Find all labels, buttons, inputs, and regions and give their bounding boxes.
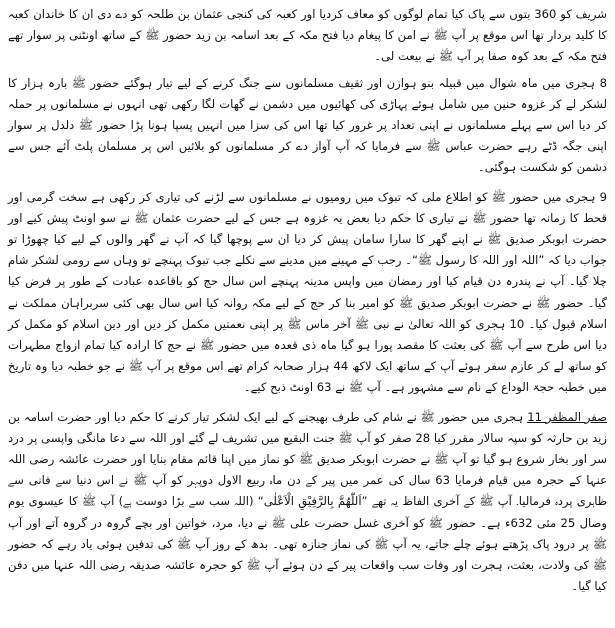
paragraph-ghazwa-hunain: 8 ہجری میں ماہ شوال میں قبیلہ بنو ہوازن اور ثقیف مسلمانوں سے جنگ کرنے کے لیے تیار ہوگئے حضور ﷺ بارہ ہزار کا لشکر لے کر غزوہ حنین میں شامل ہوئے پہاڑی کی کھائیوں میں دشمن نے گھات لگا رکھی تھی انہوں نے مسلمانوں پر حملہ کر دیا اس سے پہلے مسلمانوں نے اپنی تعداد پر غرور کیا تھا اس کی سزا میں انہیں پسپا ہونا پڑا حضور ﷺ دلدل پر سوار اپنی جگہ ڈٹے رہے حضرت عباس ﷺ سے فرمایا کہ آپ آواز دے کر مسلمانوں کو بلائیں اس پر مسلمان پلٹ آئے جس سے دشمن کو شکست ہوگئی۔ (8, 75, 607, 175)
paragraph-fath-makkah: شریف کو 360 بتوں سے پاک کیا تمام لوگوں کو معاف کردیا اور کعبہ کی کنجی عثمان بن طلحہ کو دے دی ان کا خاندان کعبہ کا کلید بردار تھا اس موقع پر آپ ﷺ نے امن کا پیغام دیا فتح مکہ کے بعد اسامہ بن زید حضور ﷺ کے ساتھ اونٹنی پر سوار تھے فتح مکہ کے بعد کوہ صفا پر آپ ﷺ نے بیعت لی۔ (8, 7, 607, 64)
paragraph-ghazwa-tabuk: 9 ہجری میں حضور ﷺ کو اطلاع ملی کہ تبوک میں رومیوں نے مسلمانوں سے لڑنے کی تیاری کر رکھی ہے سخت گرمی اور قحط کا زمانہ تھا حضور ﷺ نے تیاری کا حکم دیا بعض یہ غزوہ ہے جس کے لیے حضرت عثمان ﷺ نے سو اونٹ پیش کیے اور حضرت ابوبکر صدیق ﷺ نے اپنے گھر کا سارا سامان پیش کر دیا ان سے پوچھا گیا کہ آپ نے گھر والوں کے لیے کیا چھوڑا تو جواب دیا کہ ”اللہ اور اللہ کا رسول ﷺ“۔ رجب کے مہینے میں مدینے سے نکلے جب تبوک پہنچے تو وہاں سے رومی لشکر شام چلا گیا۔ آپ نے پندرہ دن قیام کیا اور رمضان میں واپس مدینہ پہنچے اس سال حج کو باقاعدہ عبادت کے طور پر فرض کیا گیا۔ حضور ﷺ نے حضرت ابوبکر صدیق ﷺ کو امیر بنا کر حج کے لیے مکہ روانہ کیا اس سال بھی کئی سربراہان مملکت نے اسلام قبول کیا۔ 10 ہجری کو اللہ تعالیٰ نے نبی ﷺ آخر ماس ﷺ پر اپنی نعمتیں مکمل کر دیں اور دین اسلام کو مکمل کر دیا اس طرح سے آپ ﷺ کی بعثت کا مقصد پورا ہو گیا ماہ ذی قعدہ میں حضور ﷺ نے حج کا ارادہ کیا تمام ازواج مطہرات کو ساتھ لے کر عازم سفر ہوئے آپ کے ساتھ ایک لاکھ 44 ہزار صحابہ کرام تھے اس موقع پر آپ ﷺ نے جو خطبہ دیا وہ تاریخ میں خطبہ حجۃ الوداع کے نام سے مشہور ہے۔ آپ ﷺ نے 63 اونٹ ذبح کیے۔ (8, 189, 607, 395)
paragraph-wisal (8, 407, 607, 598)
paragraph-wisal-text: ہجری میں حضور ﷺ نے شام کی طرف بھیجنے کے لیے ایک لشکر تیار کرنے کا حکم دیا اور حضرت اسامہ بن زید بن حارثہ کو سپہ سالار مقرر کیا 28 صفر کو آپ ﷺ جنت البقیع میں تشریف لے گئے اور اللہ سے دعا مانگی واپسی پر درد سر اور بخار شروع ہو گیا تو آپ ﷺ نے حضرت ابوبکر صدیق ﷺ کو نماز میں اپنا قائم مقام بنایا اور حضرت عائشہ رضی اللہ عنہا کے حجرہ میں قیام فرمایا 63 سال کی عمر میں پیر کے دن ماہ ربیع الاول دوپہر کو آپ ﷺ نے اس دنیا سے فانی سے ظاہری پردہ فرمالیا۔ آپ ﷺ کے آخری الفاظ یہ تھے ”اَللّٰھُمَّ بِالرَّفِیْقِ الْاَعْلٰی“ (اللہ سب سے بڑا دوست ہے) آپ ﷺ کا عیسوی یوم وصال 25 مئی 632ء ہے۔ حضور ﷺ کو آخری غسل حضرت علی ﷺ نے دیا، مرد، خواتین اور بچے گروہ در گروہ آتے اور آپ ﷺ پر درود پاک پڑھتے ہوئے چلے جاتے، یہ آپ ﷺ کی نماز جنازہ تھی۔ بدھ کے روز آپ ﷺ کی تدفین ہوئی یاد رہے کہ حضور ﷺ کی ولادت، بعثت، ہجرت اور وفات سب واقعات پیر کے دن ہوئے آپ ﷺ کو حجرہ عائشہ صدیقہ رضی اللہ عنہا میں دفن کیا گیا۔ (8, 409, 607, 594)
date-lead: صفر المظفر 11 (527, 409, 607, 424)
